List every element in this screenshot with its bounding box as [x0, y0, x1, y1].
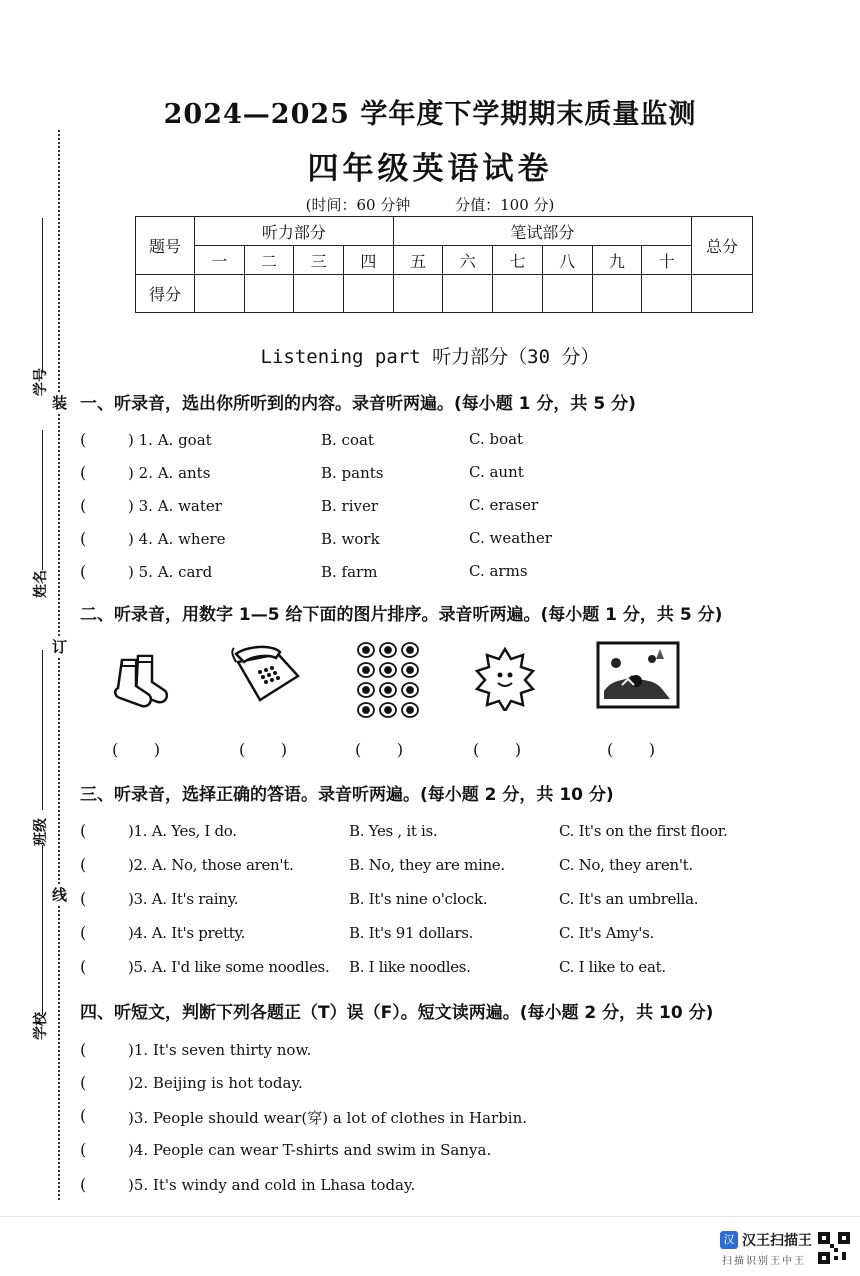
q1-option-c: C. aunt — [469, 463, 524, 481]
answer-blank[interactable]: ( — [80, 957, 87, 976]
binding-mark-ding: 订 — [52, 638, 68, 656]
school-label: 学校 — [33, 1012, 49, 1040]
q1-option-b: B. farm — [321, 563, 378, 581]
answer-blank[interactable]: ( — [80, 463, 87, 482]
q3-option-a: )2. A. No, those aren't. — [128, 856, 294, 874]
answer-blank[interactable]: ( — [80, 496, 87, 515]
sheep-icon — [352, 638, 422, 720]
q1-option-b: B. pants — [321, 464, 384, 482]
q3-option-c: C. It's on the first floor. — [559, 822, 728, 840]
q4-title: 四、听短文，判断下列各题正（T）误（F）。短文读两遍。(每小题 2 分，共 10 分) — [80, 1003, 714, 1023]
answer-blank[interactable]: ( — [80, 821, 87, 840]
farm-scene-icon — [596, 641, 680, 709]
score-table — [135, 216, 753, 313]
score-table-number: 二 — [244, 246, 294, 275]
binding-mark-xian: 线 — [52, 886, 68, 904]
q2-answer-blank[interactable]: ( ) — [355, 740, 404, 759]
score-table-number: 一 — [195, 246, 245, 275]
q3-option-a: )3. A. It's rainy. — [128, 890, 239, 908]
answer-blank[interactable]: ( — [80, 430, 87, 449]
q1-option-a: ) 5. A. card — [128, 563, 213, 581]
q1-option-c: C. boat — [469, 430, 524, 448]
qr-code-icon — [818, 1232, 850, 1264]
q1-option-c: C. arms — [469, 562, 528, 580]
q3-option-a: )4. A. It's pretty. — [128, 924, 246, 942]
scanner-watermark — [722, 1230, 812, 1267]
score-table-number: 十 — [642, 246, 692, 275]
student-id-label: 学号 — [33, 368, 49, 396]
exam-title: 2024—2025 学年度下学期期末质量监测 — [163, 99, 697, 130]
q4-statement: )3. People should wear(穿) a lot of clothes in Harbin. — [128, 1109, 528, 1127]
score-table-number: 九 — [592, 246, 642, 275]
score-cell[interactable] — [393, 275, 443, 313]
score-cell[interactable] — [294, 275, 344, 313]
exam-subtitle: 四年级英语试卷 — [307, 151, 553, 187]
score-cell[interactable] — [592, 275, 642, 313]
q4-statement: )1. It's seven thirty now. — [128, 1041, 312, 1059]
score-table-score-label: 得分 — [136, 275, 195, 313]
telephone-icon — [230, 644, 304, 706]
listening-part-heading: Listening part 听力部分（30 分） — [260, 346, 600, 368]
class-blank[interactable] — [42, 650, 43, 810]
score-cell[interactable] — [542, 275, 592, 313]
answer-blank[interactable]: ( — [80, 1106, 87, 1125]
school-blank[interactable] — [42, 845, 43, 1015]
exam-info — [0, 194, 860, 215]
q1-option-a: ) 1. A. goat — [128, 431, 212, 449]
answer-blank[interactable]: ( — [80, 923, 87, 942]
q1-option-a: ) 3. A. water — [128, 497, 222, 515]
scanner-slogan: 扫描识别王中王 — [722, 1256, 806, 1267]
q1-option-a: ) 4. A. where — [128, 530, 226, 548]
q3-option-b: B. No, they are mine. — [349, 856, 505, 874]
score-table-listening-header: 听力部分 — [195, 217, 394, 246]
score-table-number: 五 — [393, 246, 443, 275]
score-cell-total[interactable] — [692, 275, 753, 313]
footer-divider — [0, 1216, 860, 1217]
q3-title: 三、听录音，选择正确的答语。录音听两遍。(每小题 2 分，共 10 分) — [80, 785, 614, 805]
q1-option-b: B. work — [321, 530, 380, 548]
score-cell[interactable] — [244, 275, 294, 313]
name-blank[interactable] — [42, 430, 43, 570]
score-cell[interactable] — [493, 275, 543, 313]
q3-option-b: B. I like noodles. — [349, 958, 471, 976]
q1-option-b: B. river — [321, 497, 379, 515]
score-table-number: 三 — [294, 246, 344, 275]
answer-blank[interactable]: ( — [80, 562, 87, 581]
q4-statement: )2. Beijing is hot today. — [128, 1074, 303, 1092]
answer-blank[interactable]: ( — [80, 1073, 87, 1092]
q3-option-b: B. Yes , it is. — [349, 822, 438, 840]
answer-blank[interactable]: ( — [80, 529, 87, 548]
snowflake-icon — [464, 645, 546, 711]
q1-option-a: ) 2. A. ants — [128, 464, 211, 482]
score-cell[interactable] — [642, 275, 692, 313]
socks-icon — [108, 652, 180, 708]
answer-blank[interactable]: ( — [80, 1140, 87, 1159]
q4-statement: )4. People can wear T-shirts and swim in Sanya. — [128, 1141, 492, 1159]
score-table-total-header: 总分 — [692, 217, 753, 275]
answer-blank[interactable]: ( — [80, 1175, 87, 1194]
score-table-number: 七 — [493, 246, 543, 275]
q2-answer-blank[interactable]: ( ) — [607, 740, 656, 759]
q1-option-c: C. eraser — [469, 496, 539, 514]
q2-answer-blank[interactable]: ( ) — [239, 740, 288, 759]
q2-title: 二、听录音，用数字 1—5 给下面的图片排序。录音听两遍。(每小题 1 分，共 5 分) — [80, 605, 723, 625]
q3-option-b: B. It's nine o'clock. — [349, 890, 488, 908]
name-label: 姓名 — [33, 570, 49, 598]
q3-option-b: B. It's 91 dollars. — [349, 924, 474, 942]
binding-mark-zhuang: 装 — [52, 394, 68, 412]
q3-option-a: )1. A. Yes, I do. — [128, 822, 237, 840]
scanner-logo-icon: 汉 — [720, 1231, 738, 1249]
class-label: 班级 — [33, 818, 49, 846]
score-table-question-header: 题号 — [136, 217, 195, 275]
answer-blank[interactable]: ( — [80, 889, 87, 908]
q3-option-c: C. No, they aren't. — [559, 856, 693, 874]
q2-answer-blank[interactable]: ( ) — [473, 740, 522, 759]
q3-option-a: )5. A. I'd like some noodles. — [128, 958, 330, 976]
exam-score: 分值：100 分) — [455, 196, 555, 214]
score-table-number: 八 — [542, 246, 592, 275]
score-cell[interactable] — [443, 275, 493, 313]
answer-blank[interactable]: ( — [80, 855, 87, 874]
scanner-name: 汉王扫描王 — [742, 1233, 812, 1249]
score-table-number: 六 — [443, 246, 493, 275]
binding-dotted-line — [58, 130, 60, 1200]
q2-answer-blank[interactable]: ( ) — [112, 740, 161, 759]
score-table-number: 四 — [344, 246, 394, 275]
q3-option-c: C. It's an umbrella. — [559, 890, 699, 908]
q3-option-c: C. I like to eat. — [559, 958, 666, 976]
score-cell[interactable] — [195, 275, 245, 313]
q3-option-c: C. It's Amy's. — [559, 924, 654, 942]
q4-statement: )5. It's windy and cold in Lhasa today. — [128, 1176, 416, 1194]
score-table-writing-header: 笔试部分 — [393, 217, 691, 246]
score-cell[interactable] — [344, 275, 394, 313]
answer-blank[interactable]: ( — [80, 1040, 87, 1059]
q1-title: 一、听录音，选出你所听到的内容。录音听两遍。(每小题 1 分，共 5 分) — [80, 394, 636, 414]
exam-time: (时间：60 分钟 — [305, 196, 411, 214]
q1-option-b: B. coat — [321, 431, 374, 449]
q1-option-c: C. weather — [469, 529, 552, 547]
